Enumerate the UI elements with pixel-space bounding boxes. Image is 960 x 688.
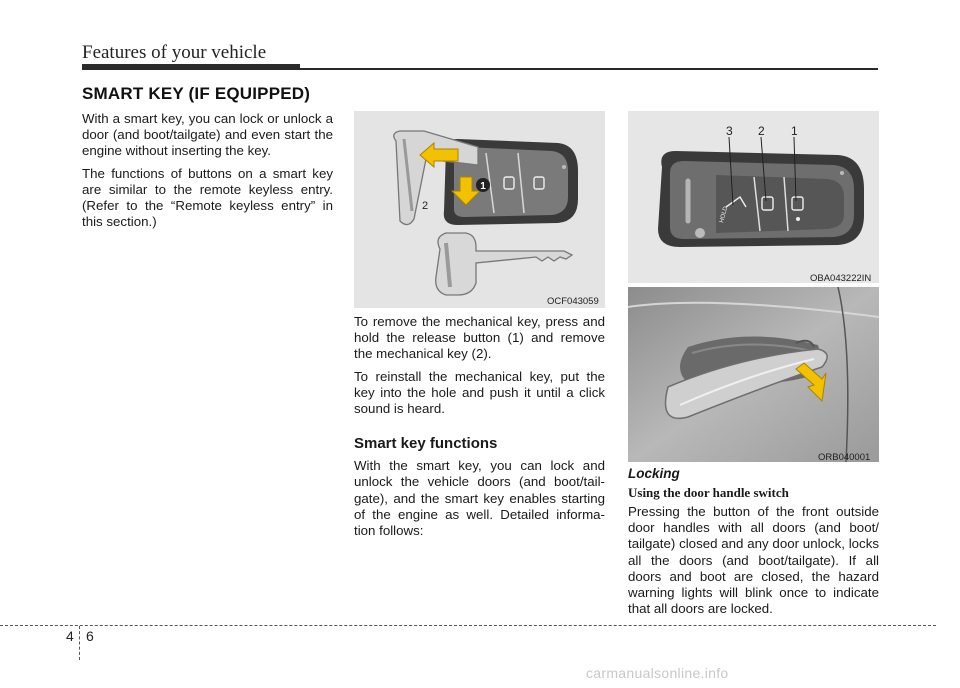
intro-paragraph-2: The functions of buttons on a smart key are similar to the remote keyless entry. (Refer to the “Remote keyless entry” in this section.) xyxy=(82,165,333,230)
smart-key-buttons-illustration xyxy=(628,111,879,283)
running-header: Features of your vehicle xyxy=(82,42,267,63)
hold-label: HOLD xyxy=(719,205,730,224)
callout-2-label: 2 xyxy=(422,200,429,212)
smart-key-functions-heading: Smart key functions xyxy=(354,435,498,453)
callout-1-label: 1 xyxy=(480,181,486,192)
footer-rule xyxy=(0,625,936,626)
figure2-caption: OBA043222IN xyxy=(810,273,872,284)
section-title: SMART KEY (IF EQUIPPED) xyxy=(82,84,311,103)
chapter-number: 4 xyxy=(66,628,74,644)
page-number: 6 xyxy=(86,628,94,644)
button-1-label: 1 xyxy=(791,124,798,138)
figure-mechanical-key xyxy=(354,111,605,308)
locking-heading: Locking xyxy=(628,466,680,481)
intro-paragraph-1: With a smart key, you can lock or unlock a door (and boot/tailgate) and even start the engine without inserting the key. xyxy=(82,111,333,159)
removal-paragraph-1: To remove the mechanical key, press and hold the release button (1) and remove the mechanical key (2). xyxy=(354,314,605,362)
footer-divider xyxy=(79,626,80,660)
header-rule-thin xyxy=(300,68,878,70)
removal-column xyxy=(354,314,605,545)
door-handle-illustration xyxy=(628,287,879,462)
smart-key-illustration xyxy=(354,111,605,308)
watermark: carmanualsonline.info xyxy=(586,665,729,681)
header-rule-thick xyxy=(82,64,300,70)
locking-column xyxy=(628,466,879,623)
figure3-caption: ORB040001 xyxy=(818,452,871,463)
door-handle-switch-subheading: Using the door handle switch xyxy=(628,485,789,500)
intro-column xyxy=(82,111,333,236)
removal-paragraph-2: To reinstall the mechanical key, put the key into the hole and push it until a click sound is heard. xyxy=(354,368,605,417)
figure-smart-key-buttons xyxy=(628,111,879,283)
button-2-label: 2 xyxy=(758,124,765,138)
functions-paragraph: With the smart key, you can lock and unlock the vehicle doors (and boot/tail-gate), and the smart key enables starting of the engine as well. Detailed informa-tion follows: xyxy=(354,458,605,539)
button-3-label: 3 xyxy=(726,124,733,138)
figure-door-handle xyxy=(628,287,879,462)
locking-paragraph: Pressing the button of the front outside door handles with all doors (and boot/ tailgate) closed and any door unlock, locks all the doors (and boot/tailgate). If all doors and boot are closed, the hazard warning lights will blink once to indicate that all doors are locked. xyxy=(628,504,879,617)
figure1-caption: OCF043059 xyxy=(547,296,599,307)
